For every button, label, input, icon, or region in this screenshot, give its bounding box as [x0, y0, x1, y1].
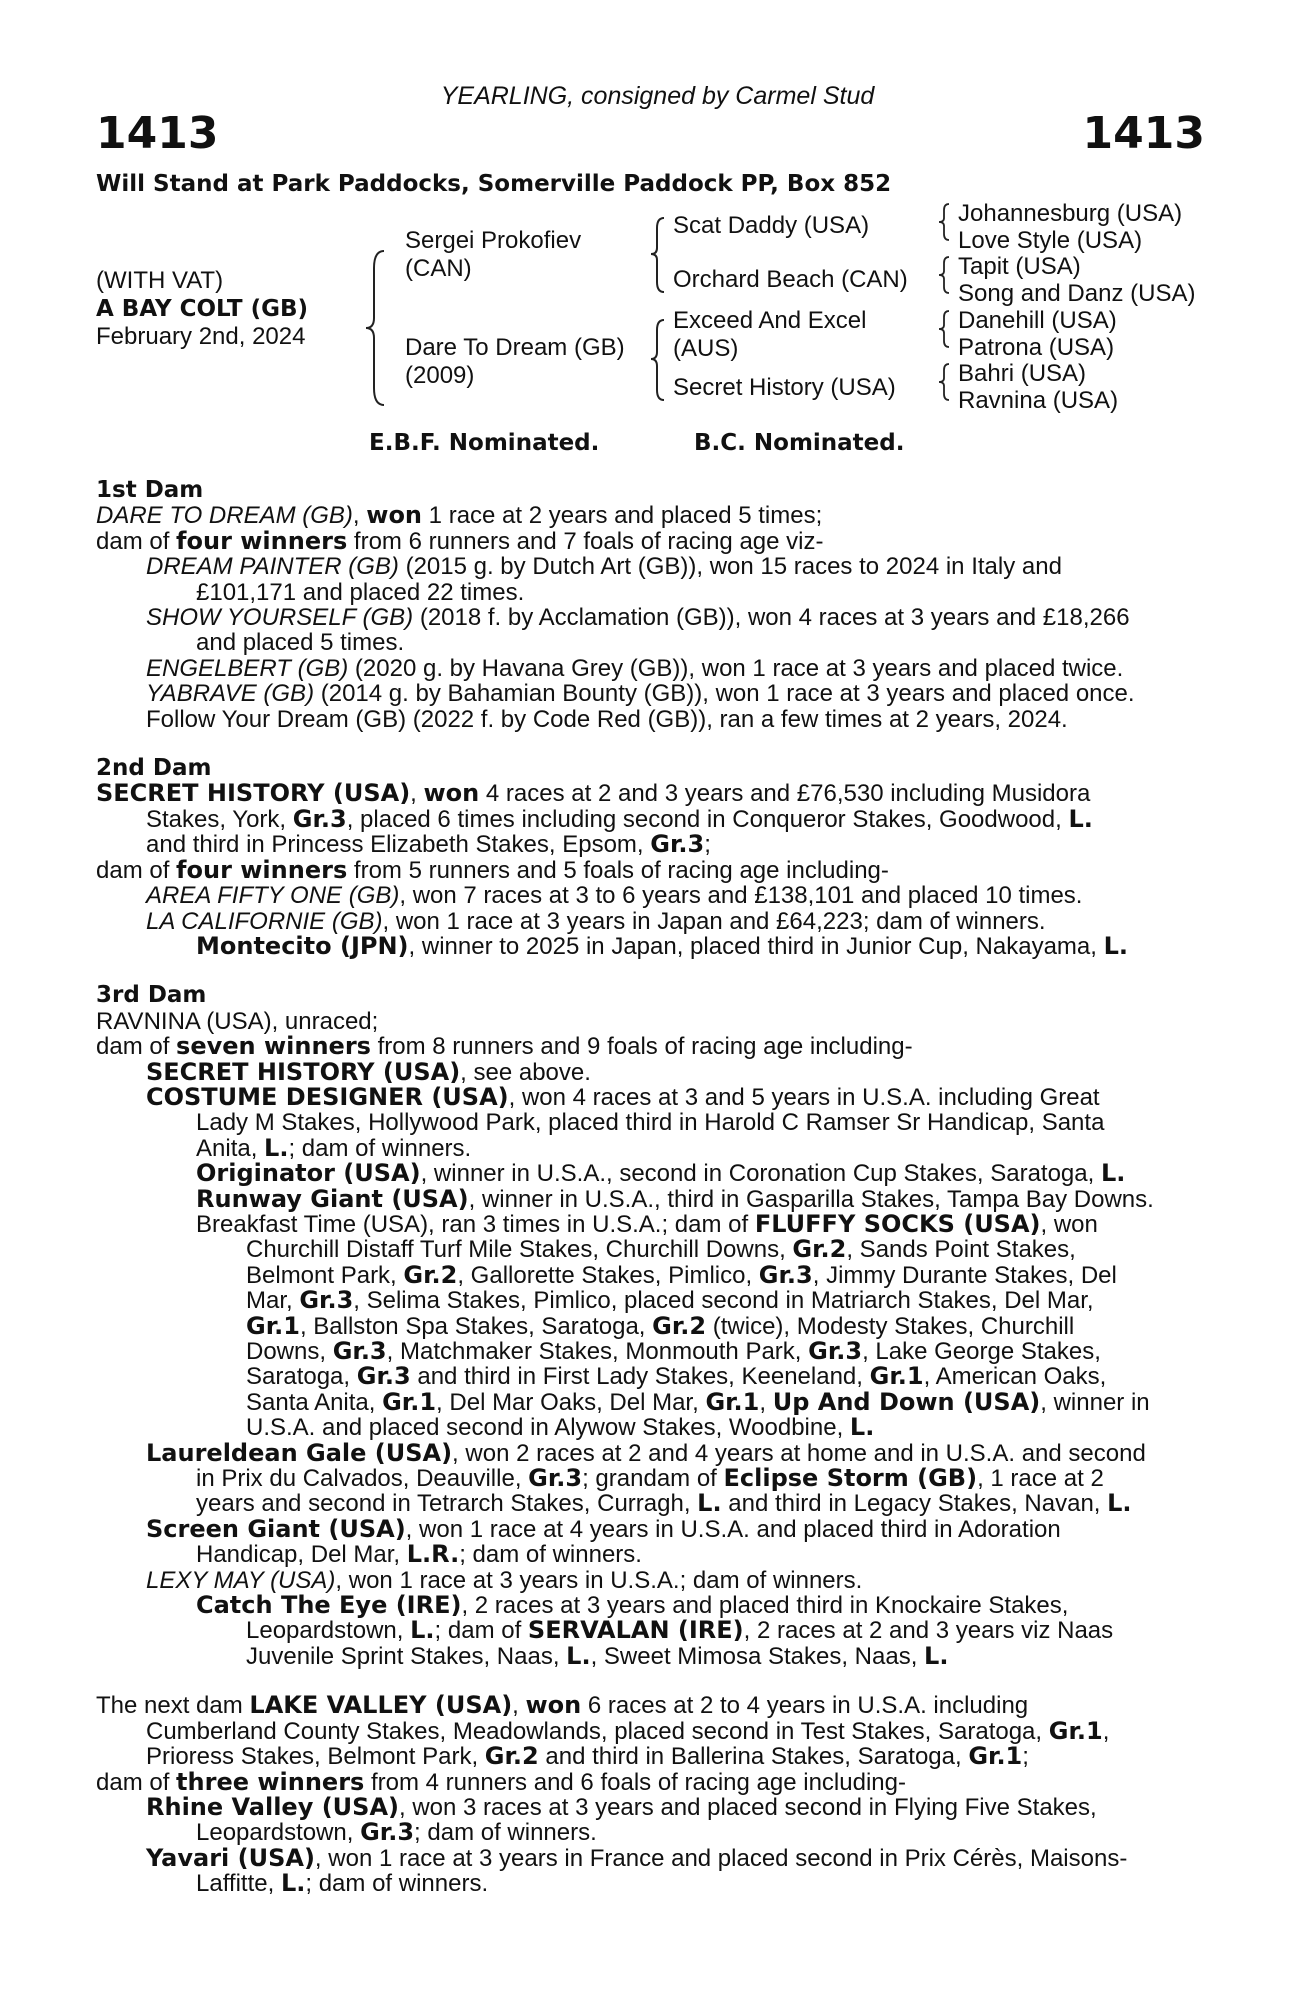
text-run: (2020 g. by Havana Grey (GB)), won 1 race at 3 years and placed twice.	[348, 654, 1124, 682]
text-run: Juvenile Sprint Stakes, Naas,	[246, 1642, 567, 1670]
lot-number-right: 1413	[1082, 108, 1205, 159]
bold-run: Gr.1	[246, 1311, 300, 1340]
catalogue-line	[196, 1184, 1190, 1213]
catalogue-line	[246, 1311, 1190, 1340]
consignment-line: YEARLING, consigned by Carmel Stud	[440, 82, 875, 110]
italic-run: SHOW YOURSELF (GB)	[146, 604, 414, 632]
bold-run: L.	[1068, 804, 1093, 833]
text-run: , won 1 race at 3 years in France and placed second in Prix Cérès, Maisons-	[314, 1844, 1128, 1872]
bold-run: Gr.1	[705, 1387, 760, 1416]
text-run: , Gallorette Stakes, Pimlico,	[457, 1261, 759, 1289]
text-run: , won 1 race at 3 years in U.S.A.; dam of winners.	[335, 1566, 863, 1594]
catalogue-line	[146, 832, 1190, 857]
catalogue-line	[246, 1260, 1190, 1289]
bold-run: COSTUME DESIGNER (USA)	[146, 1082, 509, 1111]
catalogue-line	[146, 681, 1190, 706]
section-heading: 1st Dam	[96, 477, 204, 503]
catalogue-line	[146, 1438, 1190, 1467]
catalogue-line	[96, 1009, 1190, 1034]
catalogue-line	[246, 1387, 1190, 1416]
bold-run: four winners	[176, 526, 348, 555]
bold-run: won	[366, 501, 423, 530]
gen3-3: Tapit (USA)	[958, 253, 1081, 280]
catalogue-line	[146, 656, 1190, 681]
text-run: 1 race at 2 years and placed 5 times;	[422, 502, 823, 530]
text-run: (2015 g. by Dutch Art (GB)), won 15 races to 2024 in Italy and	[398, 553, 1062, 581]
text-run: , Ballston Spa Stakes, Saratoga,	[299, 1312, 653, 1340]
text-run: ,	[352, 502, 367, 530]
catalogue-line	[196, 1161, 1190, 1186]
bold-run: Screen Giant (USA)	[146, 1514, 406, 1543]
bold-run: SECRET HISTORY (USA)	[146, 1057, 461, 1086]
bold-run: four winners	[176, 855, 348, 884]
bold-run: Yavari (USA)	[146, 1843, 315, 1872]
bold-run: Gr.1	[1048, 1716, 1103, 1745]
catalogue-line	[196, 1491, 1190, 1516]
lot-number-left: 1413	[96, 108, 219, 159]
bold-run: Eclipse Storm (GB)	[723, 1464, 978, 1493]
bc-nomination: B.C. Nominated.	[694, 430, 905, 456]
catalogue-line	[246, 1641, 1190, 1670]
catalogue-line	[96, 855, 1190, 884]
text-run: ; dam of winners.	[459, 1541, 642, 1569]
catalogue-line	[196, 1820, 1190, 1845]
gen3-2: Love Style (USA)	[958, 227, 1143, 254]
catalogue-line	[196, 1110, 1190, 1135]
text-run: from 4 runners and 6 foals of racing age including-	[364, 1768, 906, 1796]
catalogue-line	[146, 707, 1190, 732]
bold-run: Gr.3	[360, 1818, 415, 1847]
catalogue-line	[196, 580, 1190, 605]
text-run: Belmont Park,	[246, 1261, 404, 1289]
catalogue-line	[96, 503, 1190, 528]
pedigree-brace-main	[360, 248, 390, 408]
catalogue-body	[96, 478, 1190, 1897]
bold-run: L.	[697, 1489, 722, 1518]
italic-run: AREA FIFTY ONE (GB)	[146, 882, 400, 910]
catalogue-line	[146, 1716, 1190, 1745]
bold-run: SERVALAN (IRE)	[527, 1616, 744, 1645]
catalogue-line	[96, 1693, 1190, 1718]
text-run: dam of	[96, 1768, 177, 1796]
catalogue-line	[96, 781, 1190, 806]
catalogue-line	[146, 554, 1190, 579]
bold-run: Gr.1	[869, 1362, 924, 1391]
catalogue-line	[96, 1034, 1190, 1059]
bold-run: Gr.3	[299, 1286, 354, 1315]
gen3-5: Danehill (USA)	[958, 307, 1117, 334]
gen3-4: Song and Danz (USA)	[958, 280, 1196, 307]
catalogue-line	[146, 1057, 1190, 1086]
text-run: and placed 5 times.	[196, 629, 405, 657]
pedigree-brace-g3-2	[936, 255, 952, 295]
bold-run: L.	[1107, 1489, 1132, 1518]
catalogue-line	[146, 1568, 1190, 1593]
text-run: , winner to 2025 in Japan, placed third in Junior Cup, Nakayama,	[408, 932, 1104, 960]
text-run: ,	[759, 1388, 773, 1416]
catalogue-line	[246, 1415, 1190, 1440]
catalogue-line	[196, 1871, 1190, 1896]
text-run: Lady M Stakes, Hollywood Park, placed third in Harold C Ramser Sr Handicap, Santa	[196, 1109, 1105, 1137]
text-run: Laffitte,	[196, 1870, 281, 1898]
text-run: , won 1 race at 4 years in U.S.A. and placed third in Adoration	[405, 1515, 1061, 1543]
text-run: (2018 f. by Acclamation (GB)), won 4 races at 3 years and £18,266	[413, 604, 1130, 632]
dam-sire: Exceed And Excel	[673, 307, 867, 334]
pedigree-brace-g3-4	[936, 362, 952, 402]
catalogue-line	[146, 883, 1190, 908]
text-run: ; dam of	[434, 1617, 528, 1645]
text-run: dam of	[96, 1033, 177, 1061]
bold-run: Gr.3	[356, 1362, 411, 1391]
text-run: ,	[512, 1692, 526, 1720]
bold-run: L.	[849, 1413, 875, 1442]
text-run: , won 7 races at 3 to 6 years and £138,101 and placed 10 times.	[399, 882, 1083, 910]
text-run: (2014 g. by Bahamian Bounty (GB)), won 1 race at 3 years and placed once.	[314, 680, 1135, 708]
text-run: , won 4 races at 3 and 5 years in U.S.A. including Great	[508, 1083, 1100, 1111]
bold-run: Gr.2	[792, 1235, 847, 1264]
catalogue-line	[96, 526, 1190, 555]
section-gap	[96, 1669, 1190, 1693]
pedigree-brace-dam	[648, 318, 668, 404]
text-run: Churchill Distaff Turf Mile Stakes, Churchill Downs,	[246, 1236, 793, 1264]
bold-run: Gr.3	[808, 1337, 863, 1365]
catalogue-line	[146, 909, 1190, 934]
text-run: Leopardstown,	[246, 1617, 411, 1645]
catalogue-line	[196, 1466, 1190, 1491]
horse-name: A BAY COLT (GB)	[96, 296, 309, 322]
catalogue-line	[246, 1237, 1190, 1262]
text-run: Anita,	[196, 1134, 265, 1162]
italic-run: ENGELBERT (GB)	[146, 654, 349, 682]
ebf-nomination: E.B.F. Nominated.	[369, 430, 600, 456]
bold-run: Montecito (JPN)	[196, 931, 409, 960]
bold-run: L.	[410, 1616, 435, 1645]
text-run: , Matchmaker Stakes, Monmouth Park,	[386, 1338, 809, 1365]
catalogue-line	[146, 1082, 1190, 1111]
text-run: , Jimmy Durante Stakes, Del	[812, 1261, 1117, 1289]
dam-dam: Secret History (USA)	[673, 374, 896, 401]
text-run: ;	[1022, 1743, 1029, 1771]
pedigree-brace-g3-3	[936, 309, 952, 349]
text-run: , Sweet Mimosa Stakes, Naas,	[590, 1642, 925, 1670]
bold-run: L.	[264, 1133, 289, 1162]
catalogue-line	[146, 1792, 1190, 1821]
text-run: ; dam of winners.	[288, 1134, 472, 1162]
text-run: ; dam of winners.	[305, 1870, 489, 1898]
bold-run: three winners	[176, 1767, 365, 1796]
italic-run: DREAM PAINTER (GB)	[146, 553, 399, 581]
dam-name: Dare To Dream (GB)	[405, 334, 625, 361]
text-run: ; dam of winners.	[414, 1819, 597, 1847]
text-run: , 1 race at 2	[977, 1465, 1104, 1493]
bold-run: Laureldean Gale (USA)	[146, 1438, 453, 1467]
bold-run: won	[423, 779, 480, 808]
italic-run: YABRAVE (GB)	[146, 680, 315, 708]
text-run: , 2 races at 3 years and placed third in Knockaire Stakes,	[461, 1592, 1069, 1620]
text-run: Stakes, York,	[146, 805, 293, 833]
dam-year: (2009)	[405, 362, 475, 389]
italic-run: LEXY MAY (USA)	[146, 1566, 336, 1594]
text-run: Cumberland County Stakes, Meadowlands, placed second in Test Stakes, Saratoga,	[146, 1717, 1049, 1745]
text-run: ; grandam of	[582, 1465, 724, 1493]
section-gap	[96, 732, 1190, 756]
bold-run: L.	[1100, 1159, 1126, 1188]
bold-run: L.	[1103, 931, 1129, 960]
text-run: (twice), Modesty Stakes, Churchill	[706, 1312, 1075, 1340]
text-run: , won	[1040, 1210, 1098, 1238]
text-run: , won 1 race at 3 years in Japan and £64,223; dam of winners.	[382, 907, 1046, 935]
text-run: Follow Your Dream (GB) (2022 f. by Code Red (GB)), ran a few times at 2 years, 2024.	[146, 705, 1068, 733]
bold-run: LAKE VALLEY (USA)	[249, 1691, 513, 1720]
text-run: , winner in	[1040, 1388, 1150, 1416]
bold-run: Runway Giant (USA)	[196, 1184, 469, 1213]
bold-run: Gr.3	[332, 1337, 387, 1365]
bold-run: Gr.1	[968, 1742, 1023, 1771]
pedigree-brace-g3-1	[936, 202, 952, 242]
gen3-6: Patrona (USA)	[958, 334, 1115, 361]
catalogue-line	[146, 605, 1190, 630]
bold-run: Rhine Valley (USA)	[146, 1792, 399, 1821]
bold-run: Up And Down (USA)	[772, 1387, 1041, 1416]
text-run: , see above.	[460, 1058, 591, 1086]
text-run: The next dam	[96, 1692, 250, 1720]
section-heading: 2nd Dam	[96, 755, 212, 782]
text-run: ,	[1102, 1717, 1110, 1745]
text-run: , Lake George Stakes,	[862, 1338, 1101, 1365]
bold-run: Gr.3	[758, 1260, 813, 1289]
sire-sire: Scat Daddy (USA)	[673, 212, 870, 239]
catalogue-line	[196, 1133, 1190, 1162]
gen3-7: Bahri (USA)	[958, 360, 1087, 387]
text-run: , winner in U.S.A., third in Gasparilla Stakes, Tampa Bay Downs.	[468, 1185, 1154, 1213]
sire-dam: Orchard Beach (CAN)	[673, 266, 908, 293]
catalogue-line	[146, 804, 1190, 833]
text-run: , Selima Stakes, Pimlico, placed second in Matriarch Stakes, Del Mar,	[353, 1287, 1094, 1315]
stand-location: Will Stand at Park Paddocks, Somerville Paddock PP, Box 852	[96, 171, 892, 197]
catalogue-line	[196, 630, 1190, 655]
catalogue-line	[196, 1209, 1190, 1238]
text-run: years and second in Tetrarch Stakes, Curragh,	[196, 1490, 698, 1518]
dam-sire-country: (AUS)	[673, 335, 739, 362]
bold-run: L.	[280, 1869, 306, 1898]
bold-run: SECRET HISTORY (USA)	[96, 779, 411, 808]
catalogue-line	[146, 1514, 1190, 1543]
text-run: dam of	[96, 527, 177, 555]
text-run: Saratoga,	[246, 1363, 357, 1391]
text-run: , American Oaks,	[923, 1363, 1107, 1391]
bold-run: Catch The Eye (IRE)	[196, 1591, 462, 1620]
bold-run: Gr.3	[650, 830, 705, 859]
catalogue-line	[246, 1618, 1190, 1643]
italic-run: LA CALIFORNIE (GB)	[146, 907, 383, 935]
text-run: from 5 runners and 5 foals of racing age including-	[347, 856, 889, 884]
text-run: ,	[410, 780, 424, 808]
gen3-8: Ravnina (USA)	[958, 387, 1119, 414]
text-run: dam of	[96, 856, 177, 884]
bold-run: L.R.	[406, 1540, 460, 1569]
gen3-1: Johannesburg (USA)	[958, 200, 1183, 227]
bold-run: Gr.2	[403, 1260, 458, 1289]
bold-run: won	[525, 1691, 582, 1720]
text-run: Prioress Stakes, Belmont Park,	[146, 1743, 485, 1771]
italic-run: DARE TO DREAM (GB)	[96, 502, 353, 530]
text-run: Downs,	[246, 1338, 333, 1365]
catalogue-line	[146, 1843, 1190, 1872]
section-gap	[96, 959, 1190, 983]
text-run: , winner in U.S.A., second in Coronation Cup Stakes, Saratoga,	[420, 1160, 1101, 1188]
catalogue-line	[196, 1542, 1190, 1567]
text-run: in Prix du Calvados, Deauville,	[196, 1465, 529, 1493]
bold-run: Gr.2	[484, 1742, 539, 1771]
text-run: ;	[704, 831, 711, 859]
bold-run: Gr.2	[652, 1311, 707, 1340]
catalogue-line	[246, 1339, 1190, 1364]
pedigree-brace-sire	[648, 216, 668, 296]
bold-run: Originator (USA)	[196, 1159, 421, 1188]
sire-country: (CAN)	[405, 255, 472, 282]
text-run: Mar,	[246, 1287, 300, 1315]
catalogue-line	[96, 1767, 1190, 1796]
bold-run: Gr.3	[292, 804, 347, 833]
text-run: , won 2 races at 2 and 4 years at home and in U.S.A. and second	[452, 1439, 1146, 1467]
catalogue-line	[246, 1288, 1190, 1313]
text-run: from 8 runners and 9 foals of racing age including-	[370, 1033, 913, 1061]
bold-run: L.	[924, 1641, 949, 1670]
bold-run: Gr.3	[528, 1464, 583, 1493]
text-run: 6 races at 2 to 4 years in U.S.A. including	[581, 1692, 1029, 1720]
text-run: and third in Legacy Stakes, Navan,	[721, 1490, 1108, 1518]
bold-run: Gr.1	[382, 1387, 437, 1416]
text-run: and third in First Lady Stakes, Keeneland,	[410, 1363, 870, 1391]
bold-run: L.	[566, 1641, 591, 1670]
text-run: and third in Ballerina Stakes, Saratoga,	[538, 1743, 969, 1771]
catalogue-line	[146, 1744, 1190, 1769]
text-run: U.S.A. and placed second in Alywow Stakes, Woodbine,	[246, 1414, 850, 1442]
text-run: 4 races at 2 and 3 years and £76,530 including Musidora	[479, 780, 1091, 808]
text-run: , placed 6 times including second in Conqueror Stakes, Goodwood,	[346, 805, 1069, 833]
bold-run: seven winners	[176, 1032, 371, 1061]
text-run: £101,171 and placed 22 times.	[196, 578, 525, 606]
text-run: Santa Anita,	[246, 1388, 383, 1416]
text-run: , Del Mar Oaks, Del Mar,	[436, 1388, 706, 1416]
text-run: , Sands Point Stakes,	[846, 1236, 1076, 1264]
text-run: , 2 races at 2 and 3 years viz Naas	[743, 1617, 1114, 1645]
text-run: from 6 runners and 7 foals of racing age viz-	[347, 527, 824, 555]
vat-note: (WITH VAT)	[96, 267, 224, 294]
catalogue-line	[196, 1593, 1190, 1618]
sire-name: Sergei Prokofiev	[405, 227, 582, 254]
text-run: RAVNINA (USA), unraced;	[96, 1007, 379, 1035]
text-run: , won 3 races at 3 years and placed second in Flying Five Stakes,	[398, 1793, 1097, 1821]
text-run: Leopardstown,	[196, 1819, 361, 1847]
bold-run: FLUFFY SOCKS (USA)	[754, 1209, 1041, 1238]
foaling-date: February 2nd, 2024	[96, 323, 306, 350]
section-heading: 3rd Dam	[96, 982, 207, 1009]
catalogue-line	[246, 1364, 1190, 1389]
text-run: and third in Princess Elizabeth Stakes, Epsom,	[146, 831, 651, 859]
text-run: Breakfast Time (USA), ran 3 times in U.S.A.; dam of	[196, 1210, 755, 1238]
text-run: Handicap, Del Mar,	[196, 1541, 407, 1569]
catalogue-line	[196, 931, 1190, 960]
